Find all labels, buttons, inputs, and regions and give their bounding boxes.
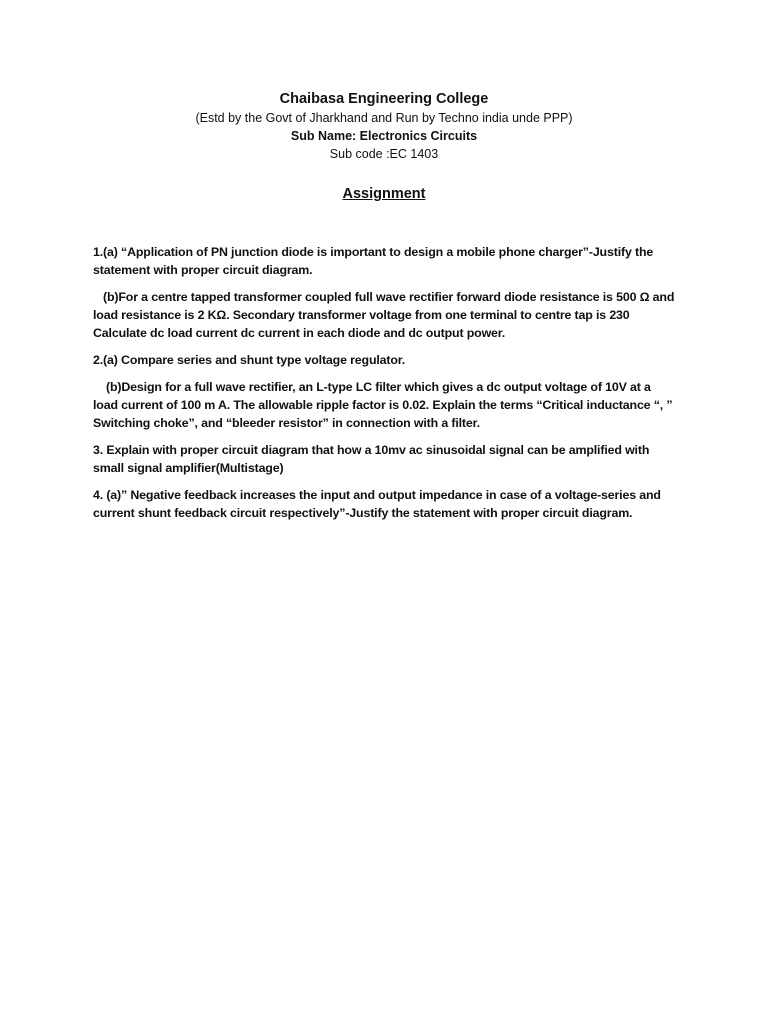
question-list bbox=[93, 243, 675, 531]
document-header bbox=[0, 89, 768, 163]
subject-name: Sub Name: Electronics Circuits bbox=[290, 129, 478, 143]
assignment-title: Assignment bbox=[342, 186, 426, 202]
question-2a: 2.(a) Compare series and shunt type voltage regulator. bbox=[93, 353, 406, 367]
question-3: 3. Explain with proper circuit diagram that how a 10mv ac sinusoidal signal can be amplified with small signal amplifier(Multistage) bbox=[93, 443, 650, 475]
question-1a: 1.(a) “Application of PN junction diode is important to design a mobile phone charger”-Justify the statement with proper circuit diagram. bbox=[93, 245, 654, 277]
question-2b: (b)Design for a full wave rectifier, an L-type LC filter which gives a dc output voltage of 10V at a load current of 100 m A. The allowable ripple factor is 0.02. Explain the terms “Critical inductance “, ” Switching choke”, and “bleeder resistor” in connection with a filter. bbox=[93, 380, 673, 430]
question-4a: 4. (a)” Negative feedback increases the input and output impedance in case of a voltage-series and current shunt feedback circuit respectively”-Justify the statement with proper circuit diagram. bbox=[93, 488, 661, 520]
college-name: Chaibasa Engineering College bbox=[279, 91, 489, 107]
subject-code: Sub code :EC 1403 bbox=[329, 147, 439, 161]
establishment-line: (Estd by the Govt of Jharkhand and Run by Techno india unde PPP) bbox=[195, 111, 573, 125]
question-1b: (b)For a centre tapped transformer coupled full wave rectifier forward diode resistance is 500 Ω and load resistance is 2 KΩ. Secondary transformer voltage from one terminal to centre tap is 230 Calculate dc load current dc current in each diode and dc output power. bbox=[93, 290, 675, 340]
